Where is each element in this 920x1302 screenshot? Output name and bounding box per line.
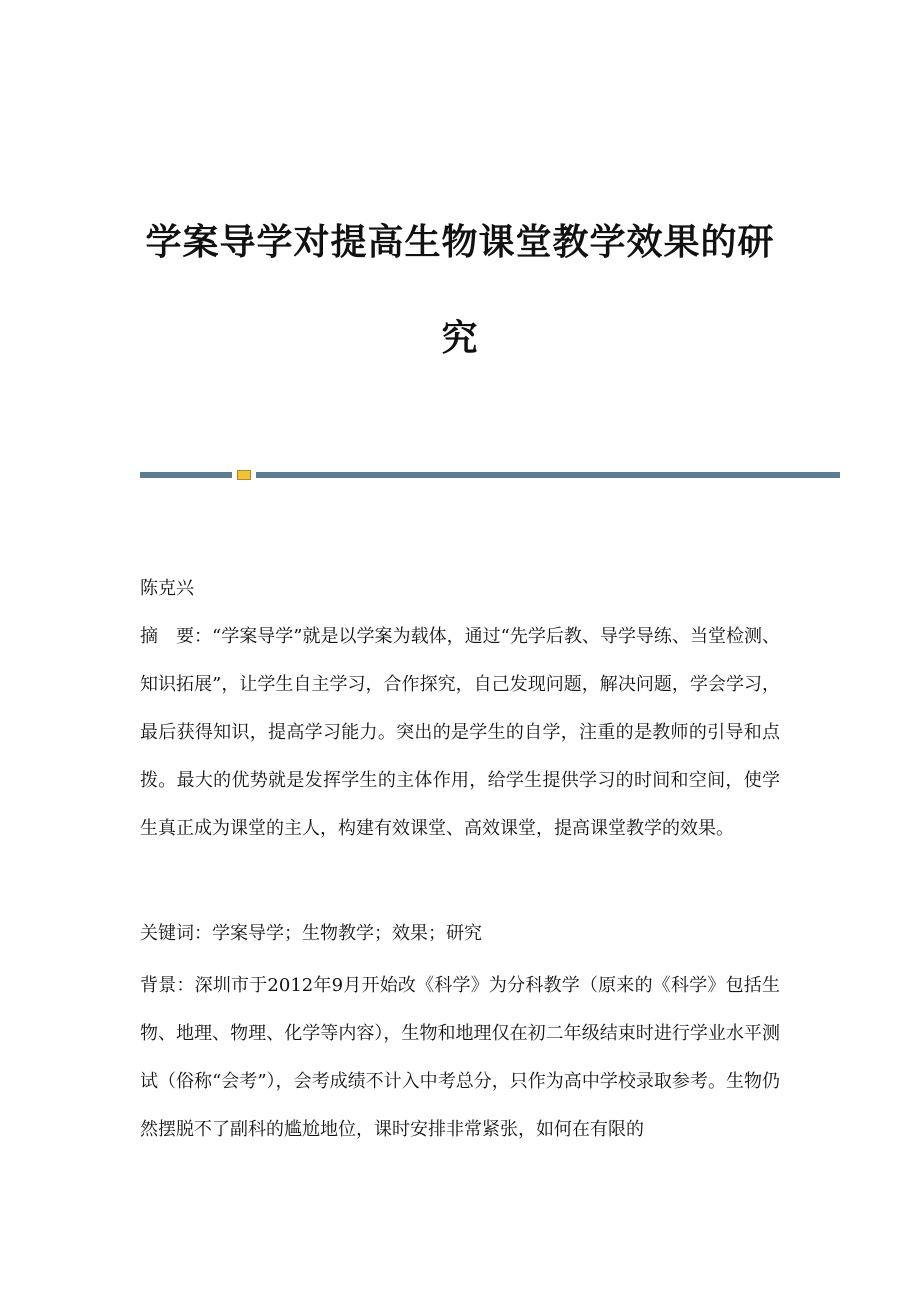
divider-ornament-icon [237,470,251,480]
abstract-paragraph: 摘 要：“学案导学”就是以学案为载体，通过“先学后教、导学导练、当堂检测、知识拓展”，让学生自主学习，合作探究，自己发现问题，解决问题，学会学习，最后获得知识，提高学习能力。突出的是学生的自学，注重的是教师的引导和点拨。最大的优势就是发挥学生的主体作用，给学生提供学习的时间和空间，使学生真正成为课堂的主人，构建有效课堂、高效课堂，提高课堂教学的效果。 [140,626,780,839]
author-name: 陈克兴 [140,578,194,599]
title-divider [140,470,840,480]
document-title: 学案导学对提高生物课堂教学效果的研 [145,221,775,263]
divider-bar-right [256,472,840,478]
document-title-continuation: 究 [441,317,479,359]
keywords-line: 关键词：学案导学；生物教学；效果；研究 [140,923,482,944]
divider-bar-left [140,472,232,478]
background-paragraph: 背景：深圳市于2012年9月开始改《科学》为分科教学（原来的《科学》包括生物、地理、物理、化学等内容），生物和地理仅在初二年级结束时进行学业水平测试（俗称“会考”），会考成绩不计入中考总分，只作为高中学校录取参考。生物仍然摆脱不了副科的尴尬地位，课时安排非常紧张，如何在有限的 [140,975,780,1140]
